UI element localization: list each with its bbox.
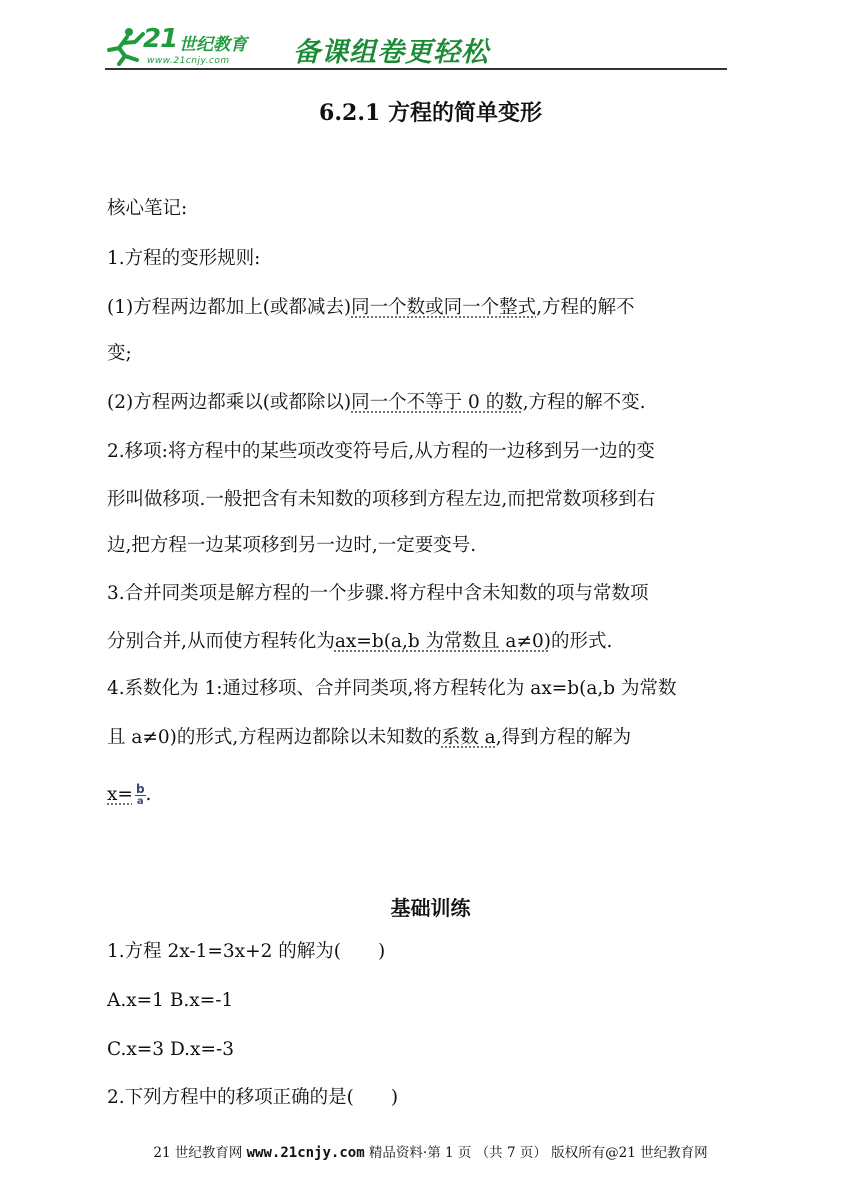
- logo-number: 21: [143, 24, 178, 54]
- text: 分别合并,从而使方程转化为: [107, 631, 335, 652]
- text: (1)方程两边都加上(或都减去): [107, 297, 352, 318]
- underlined-term: 同一个不等于 0 的数: [351, 392, 523, 413]
- header-divider: [105, 68, 727, 70]
- rule4-line3: [107, 782, 755, 808]
- rule4-line1: 4.系数化为 1:通过移项、合并同类项,将方程转化为 ax=b(a,b 为常数: [107, 678, 677, 699]
- runner-logo-icon: [105, 26, 147, 66]
- logo-text: 世纪教育: [179, 35, 247, 55]
- footer-page-info: 精品资料·第 1 页 （共 7 页） 版权所有@21 世纪教育网: [364, 1145, 708, 1161]
- rule2-line2: 形叫做移项.一般把含有未知数的项移到方程左边,而把常数项移到右: [107, 489, 656, 510]
- rule4-line2: [107, 725, 755, 751]
- underlined-term: 同一个数或同一个整式: [351, 297, 537, 318]
- text: (2)方程两边都乘以(或都除以): [107, 392, 352, 413]
- text: 且 a≠0)的形式,方程两边都除以未知数的: [107, 727, 442, 748]
- rule2-line3: 边,把方程一边某项移到另一边时,一定要变号.: [107, 535, 477, 556]
- section-title: 基础训练: [390, 896, 471, 920]
- rule1-part2: [107, 390, 755, 416]
- rule1-heading: 1.方程的变形规则:: [107, 248, 261, 269]
- logo-url: www.21cnjy.com: [147, 56, 230, 66]
- page-title: 6.2.1 方程的简单变形: [319, 100, 542, 126]
- page-footer: [0, 1141, 861, 1161]
- notes-heading: 核心笔记:: [107, 198, 188, 219]
- question-2: 2.下列方程中的移项正确的是( ): [107, 1087, 399, 1108]
- question-1-options-ab: A.x=1 B.x=-1: [107, 990, 234, 1011]
- rule1-part1: [107, 295, 755, 321]
- text: .: [145, 784, 152, 805]
- footer-url[interactable]: www.21cnjy.com: [246, 1145, 365, 1161]
- rule3-line2: [107, 629, 755, 655]
- question-1-options-cd: C.x=3 D.x=-3: [107, 1039, 234, 1060]
- question-1: 1.方程 2x-1=3x+2 的解为( ): [107, 941, 386, 962]
- underlined-term: 系数 a: [441, 727, 496, 748]
- page-header: [105, 22, 727, 70]
- rule3-line1: 3.合并同类项是解方程的一个步骤.将方程中含未知数的项与常数项: [107, 583, 649, 604]
- header-slogan: 备课组卷更轻松: [293, 37, 489, 68]
- text: ,得到方程的解为: [495, 727, 632, 748]
- fraction-numerator: b: [135, 781, 145, 796]
- rule2-line1: 2.移项:将方程中的某些项改变符号后,从方程的一边移到另一边的变: [107, 441, 655, 462]
- fraction-denominator: a: [136, 795, 144, 807]
- fraction: [135, 783, 146, 808]
- underlined-term: ax=b(a,b 为常数且 a≠0): [334, 631, 551, 652]
- text: ,方程的解不变.: [522, 392, 646, 413]
- footer-site: 21 世纪教育网: [153, 1145, 247, 1161]
- underlined-term: x=: [107, 784, 133, 805]
- rule1-part1-cont: 变;: [107, 343, 132, 364]
- text: ,方程的解不: [536, 297, 635, 318]
- text: 的形式.: [550, 631, 613, 652]
